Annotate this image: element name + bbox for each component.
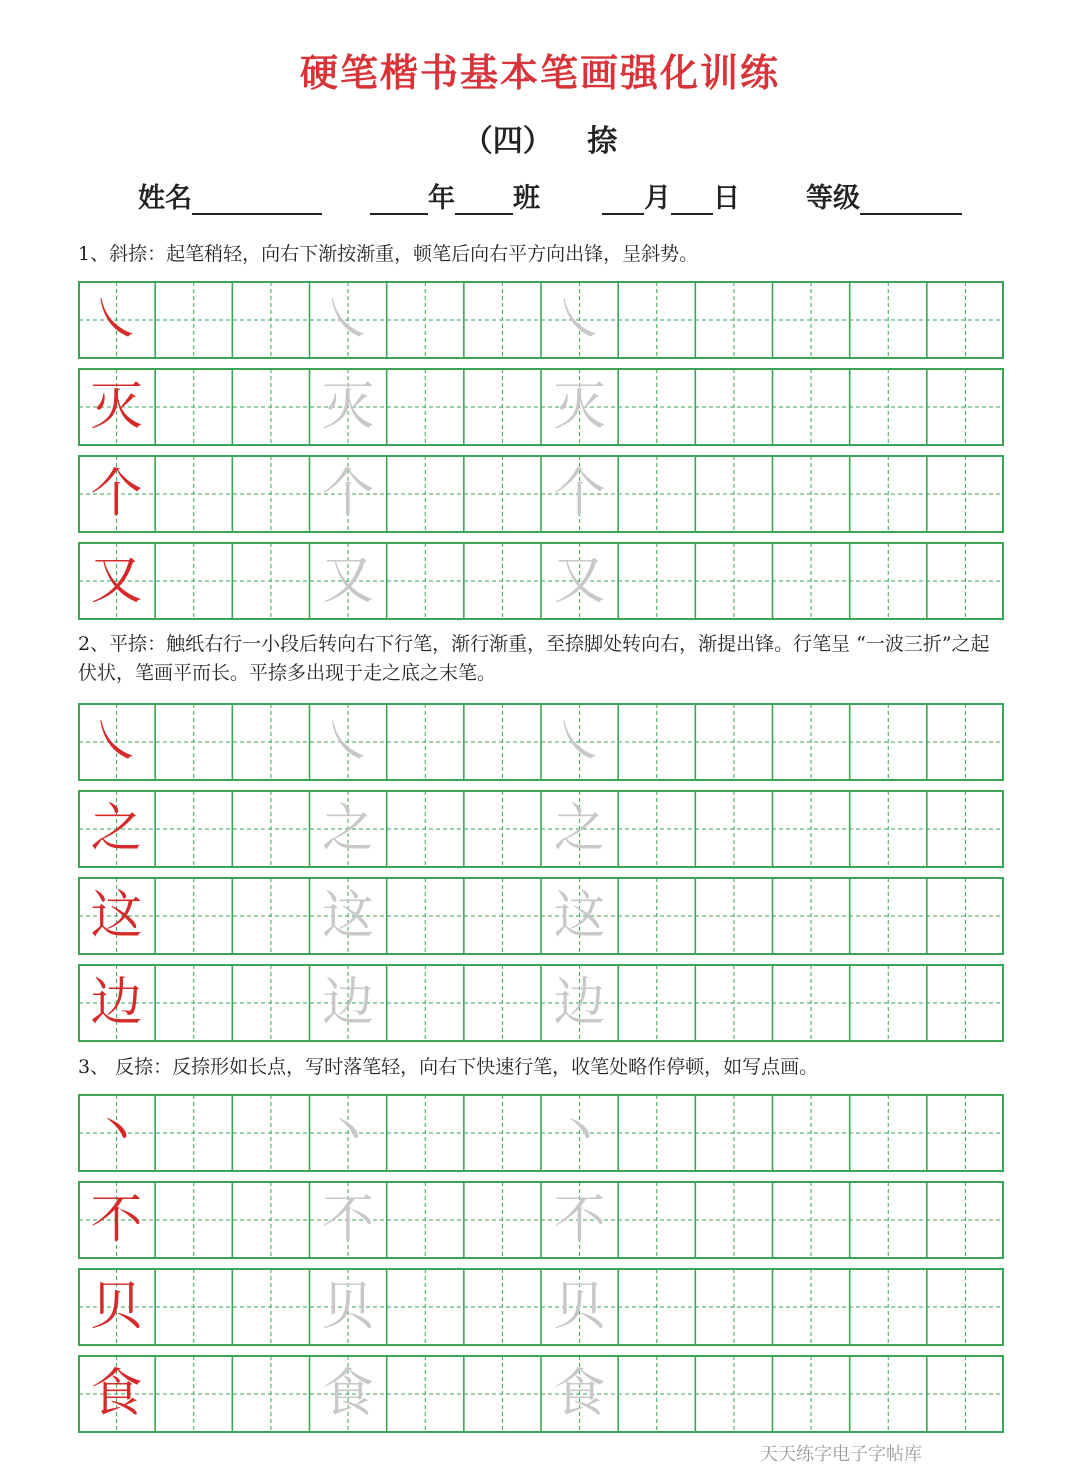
subtitle-stroke: 捺 — [587, 124, 618, 159]
class-label: 班 — [513, 183, 540, 214]
model-character: ㇏ — [90, 712, 143, 772]
practice-row[interactable] — [78, 1181, 1004, 1259]
model-character: 灭 — [90, 377, 143, 437]
model-character: 这 — [90, 886, 143, 946]
trace-character: 丶 — [553, 1103, 606, 1163]
subtitle-number: （四） — [462, 124, 553, 159]
model-character: 个 — [90, 464, 143, 524]
trace-character: ㇏ — [321, 290, 374, 350]
trace-character: 灭 — [321, 377, 374, 437]
trace-character: 食 — [321, 1364, 374, 1424]
section-1-description: 1、斜捺：起笔稍轻，向右下渐按渐重，顿笔后向右平方向出锋，呈斜势。 — [78, 243, 699, 265]
practice-row[interactable] — [78, 455, 1004, 533]
name-label: 姓名 — [138, 183, 192, 214]
trace-character: 之 — [321, 799, 374, 859]
trace-character: 丶 — [321, 1103, 374, 1163]
month-blank[interactable] — [602, 183, 644, 215]
practice-row[interactable] — [78, 964, 1004, 1042]
trace-character: 边 — [553, 973, 606, 1033]
trace-character: 之 — [553, 799, 606, 859]
trace-character: 个 — [321, 464, 374, 524]
day-blank[interactable] — [671, 183, 713, 215]
name-field[interactable] — [138, 176, 322, 215]
trace-character: 灭 — [553, 377, 606, 437]
practice-row[interactable] — [78, 1268, 1004, 1346]
trace-character: 这 — [321, 886, 374, 946]
trace-character: 贝 — [321, 1277, 374, 1337]
practice-row[interactable] — [78, 542, 1004, 620]
name-blank[interactable] — [192, 183, 322, 215]
model-character: 不 — [90, 1190, 143, 1250]
practice-row[interactable] — [78, 1094, 1004, 1172]
model-character: 又 — [90, 551, 143, 611]
practice-row[interactable] — [78, 790, 1004, 868]
trace-character: 贝 — [553, 1277, 606, 1337]
model-character: 食 — [90, 1364, 143, 1424]
section-3-description: 3、 反捺：反捺形如长点，写时落笔轻，向右下快速行笔，收笔处略作停顿，如写点画。 — [78, 1056, 819, 1078]
page-title: 硬笔楷书基本笔画强化训练 — [299, 50, 780, 95]
practice-row[interactable] — [78, 877, 1004, 955]
subtitle — [0, 116, 1080, 162]
grade-label: 等级 — [806, 183, 860, 214]
trace-character: ㇏ — [553, 290, 606, 350]
trace-character: ㇏ — [321, 712, 374, 772]
model-character: 之 — [90, 799, 143, 859]
day-label: 日 — [713, 183, 740, 214]
trace-character: 不 — [321, 1190, 374, 1250]
model-character: 贝 — [90, 1277, 143, 1337]
practice-row[interactable] — [78, 368, 1004, 446]
trace-character: 个 — [553, 464, 606, 524]
year-class-field[interactable] — [370, 176, 540, 215]
year-label: 年 — [428, 183, 455, 214]
model-character: 边 — [90, 973, 143, 1033]
trace-character: 又 — [321, 551, 374, 611]
trace-character: 不 — [553, 1190, 606, 1250]
section-2-description: 2、平捺：触纸右行一小段后转向右下行笔，渐行渐重，至捺脚处转向右，渐提出锋。行笔呈 “一波三折”之起伏状，笔画平而长。平捺多出现于走之底之末笔。 — [78, 633, 990, 684]
class-blank[interactable] — [455, 183, 513, 215]
trace-character: 这 — [553, 886, 606, 946]
model-character: 丶 — [90, 1103, 143, 1163]
trace-character: 又 — [553, 551, 606, 611]
student-info-row — [0, 176, 1080, 220]
grade-blank[interactable] — [860, 183, 962, 215]
year-blank[interactable] — [370, 183, 428, 215]
month-label: 月 — [644, 183, 671, 214]
practice-row[interactable] — [78, 281, 1004, 359]
practice-row[interactable] — [78, 703, 1004, 781]
trace-character: ㇏ — [553, 712, 606, 772]
practice-row[interactable] — [78, 1355, 1004, 1433]
grade-field[interactable] — [806, 176, 962, 215]
trace-character: 边 — [321, 973, 374, 1033]
trace-character: 食 — [553, 1364, 606, 1424]
date-field[interactable] — [602, 176, 740, 215]
model-character: ㇏ — [90, 290, 143, 350]
footer-watermark: 天天练字电子字帖库 — [760, 1444, 922, 1465]
